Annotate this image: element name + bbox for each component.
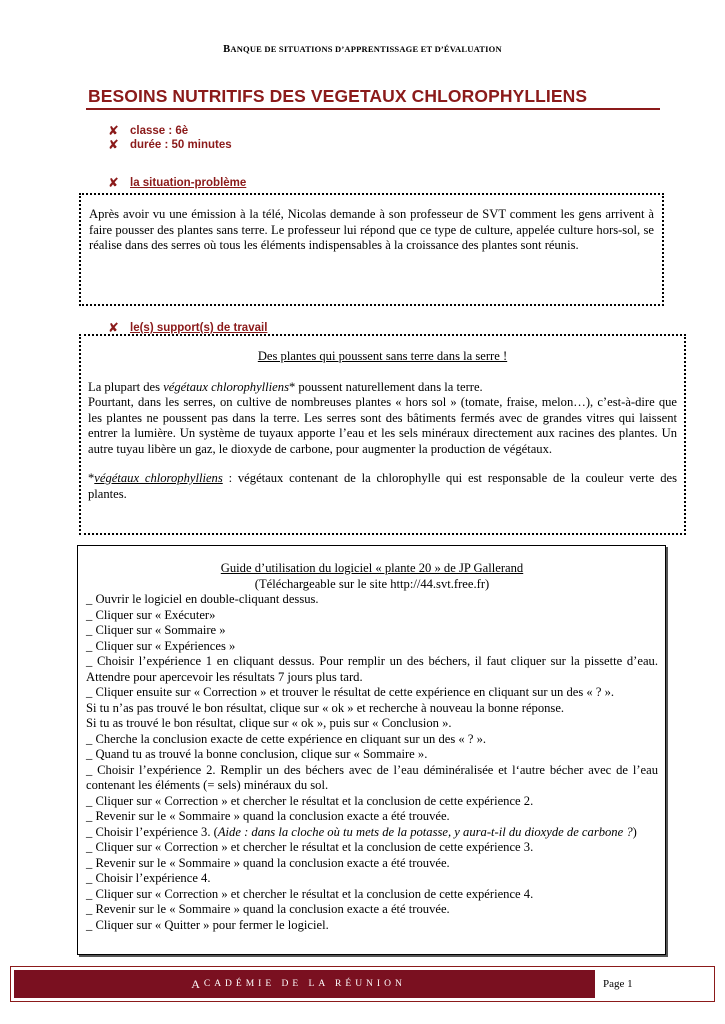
header-initial: B (223, 44, 231, 55)
document-title: BESOINS NUTRITIFS DES VEGETAUX CHLOROPHYLLIENS (88, 86, 588, 106)
guide-step-experience-3 (86, 825, 658, 841)
guide-step: Si tu n’as pas trouvé le bon résultat, clique sur « ok » et recherche à nouveau la bonne réponse. (86, 700, 565, 715)
guide-step: _ Choisir l’expérience 2. Remplir un des béchers avec de l’eau déminéralisée et l‘autre bécher avec de l’eau contenant les éléments (= sels) minéraux du sol. (86, 762, 658, 792)
support-footnote (88, 471, 677, 502)
guide-step: _ Cherche la conclusion exacte de cette expérience en cliquant sur un des « ? ». (86, 731, 487, 746)
footer-academie-text: CADÉMIE DE LA RÉUNION (203, 979, 406, 989)
guide-step: _ Choisir l’expérience 4. (86, 871, 211, 885)
cross-mark-icon: ✘ (108, 320, 119, 335)
footer-academie (11, 967, 586, 1001)
guide-step: _ Cliquer sur « Exécuter» (86, 607, 216, 622)
footnote-definition: : végétaux contenant de la chlorophylle qui est responsable de la couleur verte des plantes. (88, 471, 677, 501)
guide-step: _ Cliquer sur « Correction » et chercher le résultat et la conclusion de cette expérience 4. (86, 886, 534, 901)
guide-step: _ Cliquer sur « Expériences » (86, 638, 236, 653)
exp3-close: ) (632, 824, 637, 839)
situation-box (79, 193, 664, 306)
footnote-term: végétaux chlorophylliens (94, 471, 223, 485)
cross-mark-icon: ✘ (108, 123, 119, 138)
guide-step: _ Revenir sur le « Sommaire » quand la conclusion exacte a été trouvée. (86, 855, 450, 870)
footer-academie-initial: A (191, 976, 204, 991)
guide-step: _ Cliquer sur « Correction » et chercher le résultat et la conclusion de cette expérience 2. (86, 793, 534, 808)
situation-heading (108, 175, 246, 191)
running-header (0, 44, 725, 55)
guide-box (77, 545, 666, 955)
guide-step: _ Revenir sur le « Sommaire » quand la conclusion exacte a été trouvée. (86, 902, 450, 916)
support-paragraph-2: Pourtant, dans les serres, on cultive de nombreuses plantes « hors sol » (tomate, fraise, melon…), c’est-à-dire que les plantes ne poussent pas dans la terre. Les serres sont des bâtiments fermés avec de grandes vitres qui laissent entrer la lumière. Un système de tuyaux apporte l’eau et les sels minéraux directement aux racines des plantes. Un autre tuyau libère un gaz, le dioxyde de carbone, pour augmenter la production de végétaux. (88, 395, 677, 456)
page-number: Page 1 (595, 968, 713, 1000)
guide-step: _ Cliquer sur « Correction » et chercher le résultat et la conclusion de cette expérience 3. (86, 840, 534, 854)
guide-steps (86, 592, 658, 933)
footnote-star: * (88, 471, 95, 485)
support-p1-text: La plupart des (88, 379, 164, 394)
cross-mark-icon: ✘ (108, 175, 119, 190)
meta-classe-label: classe : 6è (130, 125, 189, 137)
title-rule (86, 108, 660, 110)
support-p1-rest: * poussent naturellement dans la terre. (288, 379, 483, 394)
support-p1-term: végétaux chlorophylliens (163, 379, 289, 394)
support-box (79, 334, 686, 535)
support-paragraph-1 (88, 380, 677, 396)
page-footer (10, 966, 715, 1002)
guide-title: Guide d’utilisation du logiciel « plante 20 » de JP Gallerand (220, 561, 524, 575)
meta-duree (108, 137, 232, 153)
support-heading-label: le(s) support(s) de travail (130, 322, 268, 334)
situation-text: Après avoir vu une émission à la télé, Nicolas demande à son professeur de SVT comment les gens arrivent à faire pousser des plantes sans terre. Le professeur lui répond que ce type de culture, appelée culture hors-sol, se réalise dans des serres où tous les éléments indispensables à la croissance des plantes sont réunis. (89, 207, 654, 252)
guide-subtitle: (Téléchargeable sur le site http://44.svt.free.fr) (254, 576, 490, 591)
guide-step: _ Cliquer sur « Sommaire » (86, 623, 226, 637)
guide-step: _ Ouvrir le logiciel en double-cliquant dessus. (86, 592, 319, 606)
guide-step: Si tu as trouvé le bon résultat, clique sur « ok », puis sur « Conclusion ». (86, 716, 452, 730)
meta-duree-label: durée : 50 minutes (130, 139, 232, 151)
situation-heading-label: la situation-problème (130, 177, 247, 189)
exp3-text: _ Choisir l’expérience 3. ( (86, 824, 218, 839)
guide-step: _ Cliquer ensuite sur « Correction » et trouver le résultat de cette expérience en cliquant sur un des « ? ». (86, 685, 615, 699)
guide-step: _ Cliquer sur « Quitter » pour fermer le logiciel. (86, 917, 329, 932)
guide-step: _ Quand tu as trouvé la bonne conclusion, clique sur « Sommaire ». (86, 747, 428, 761)
exp3-hint: Aide : dans la cloche où tu mets de la potasse, y aura-t-il du dioxyde de carbone ? (217, 824, 633, 839)
header-text: ANQUE DE SITUATIONS D’APPRENTISSAGE ET D’ÉVALUATION (230, 44, 502, 54)
guide-step: _ Revenir sur le « Sommaire » quand la conclusion exacte a été trouvée. (86, 809, 450, 823)
cross-mark-icon: ✘ (108, 137, 119, 152)
support-subtitle: Des plantes qui poussent sans terre dans la serre ! (257, 349, 508, 363)
guide-step: _ Choisir l’expérience 1 en cliquant dessus. Pour remplir un des béchers, il faut cliquer sur la pissette d’eau. Attendre pour apercevoir les résultats 7 jours plus tard. (86, 654, 658, 684)
